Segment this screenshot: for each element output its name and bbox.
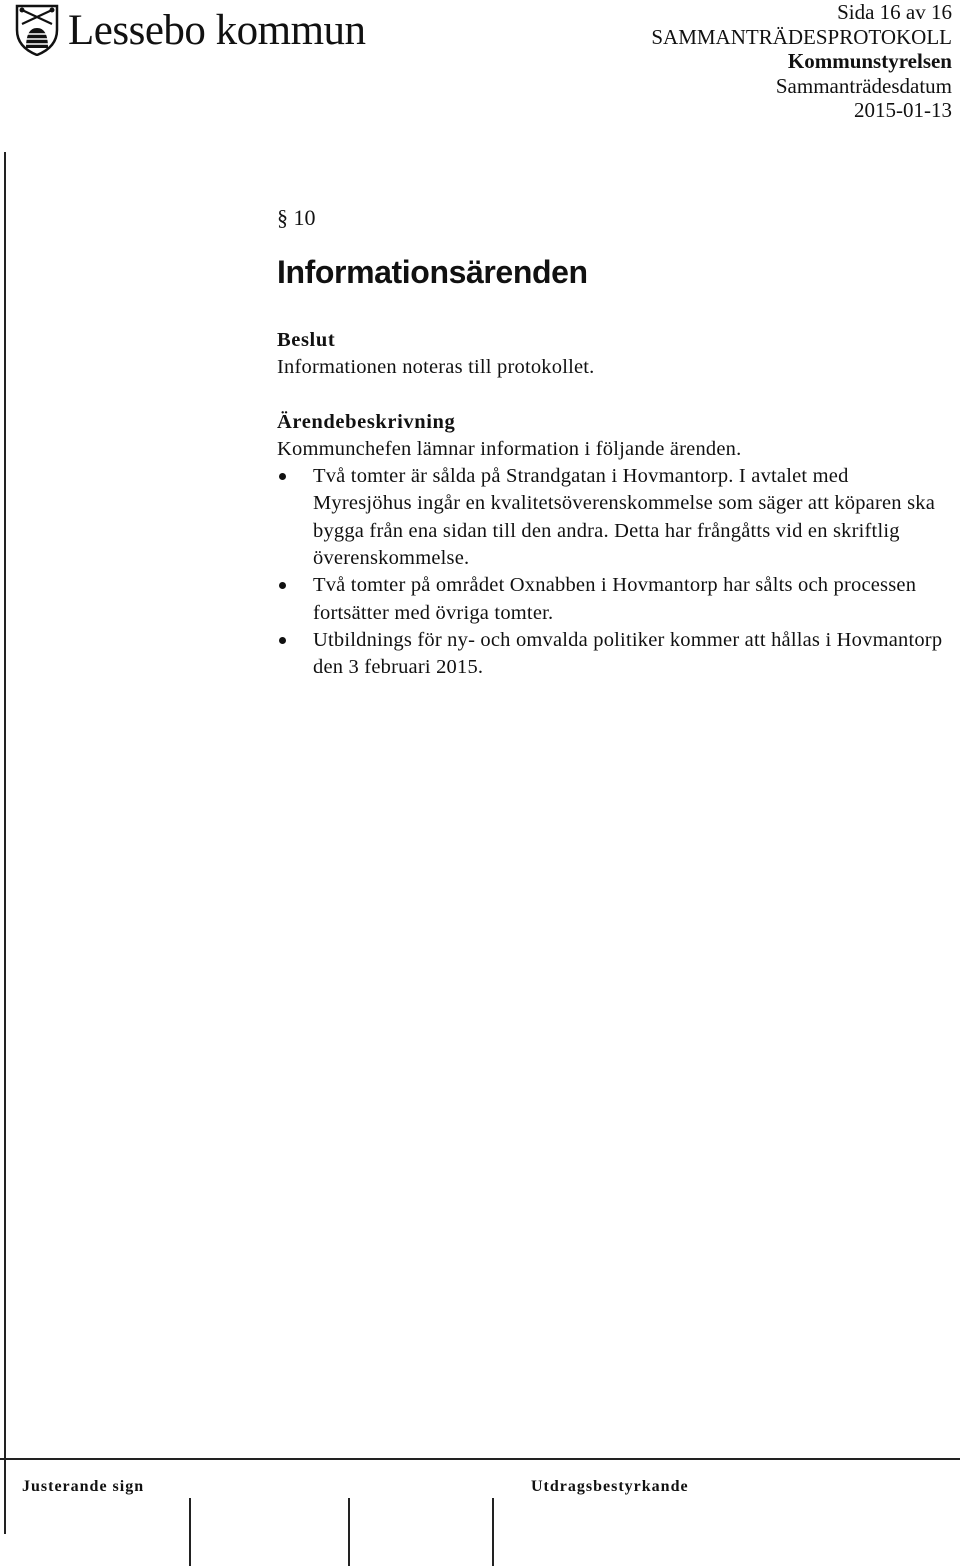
meeting-date: 2015-01-13 [854, 98, 952, 122]
signature-box-divider [492, 1498, 494, 1566]
page-indicator: Sida 16 av 16 [837, 0, 952, 24]
date-label: Sammanträdesdatum [775, 73, 952, 98]
extract-label: Utdragsbestyrkande [531, 1478, 689, 1495]
coat-of-arms-icon [14, 4, 60, 56]
list-item: Två tomter är sålda på Strandgatan i Hovmantorp. I avtalet med Myresjöhus ingår en kvalitetsöverenskommelse som säger att köparen ska bygga från ena sidan till den andra. Detta har frångåtts vid en skriftlig överenskommelse. [277, 463, 947, 572]
document-header [651, 0, 952, 123]
left-margin-rule [4, 152, 6, 1534]
committee-name: Kommunstyrelsen [787, 49, 952, 73]
signature-box-divider [189, 1498, 191, 1566]
organization-name: Lessebo kommun [68, 6, 366, 54]
list-item: Utbildnings för ny- och omvalda politiker kommer att hållas i Hovmantorp den 3 februari 2015. [277, 627, 947, 682]
description-intro: Kommunchefen lämnar information i följande ärenden. [277, 437, 742, 460]
description-heading: Ärendebeskrivning [277, 410, 456, 433]
decision-block [277, 327, 947, 382]
signature-box-divider [348, 1498, 350, 1566]
section-title: Informationsärenden [277, 254, 588, 290]
description-block [277, 409, 947, 682]
section-body [277, 327, 947, 682]
document-type: SAMMANTRÄDESPROTOKOLL [651, 24, 952, 49]
decision-text: Informationen noteras till protokollet. [277, 356, 595, 379]
section-number: § 10 [277, 205, 316, 230]
description-list [277, 463, 947, 681]
list-item: Två tomter på området Oxnabben i Hovmantorp har sålts och processen fortsätter med övriga tomter. [277, 572, 947, 627]
decision-heading: Beslut [277, 329, 336, 351]
signer-label: Justerande sign [22, 1478, 145, 1495]
footer-rule [0, 1458, 960, 1460]
municipality-logo [14, 2, 366, 58]
